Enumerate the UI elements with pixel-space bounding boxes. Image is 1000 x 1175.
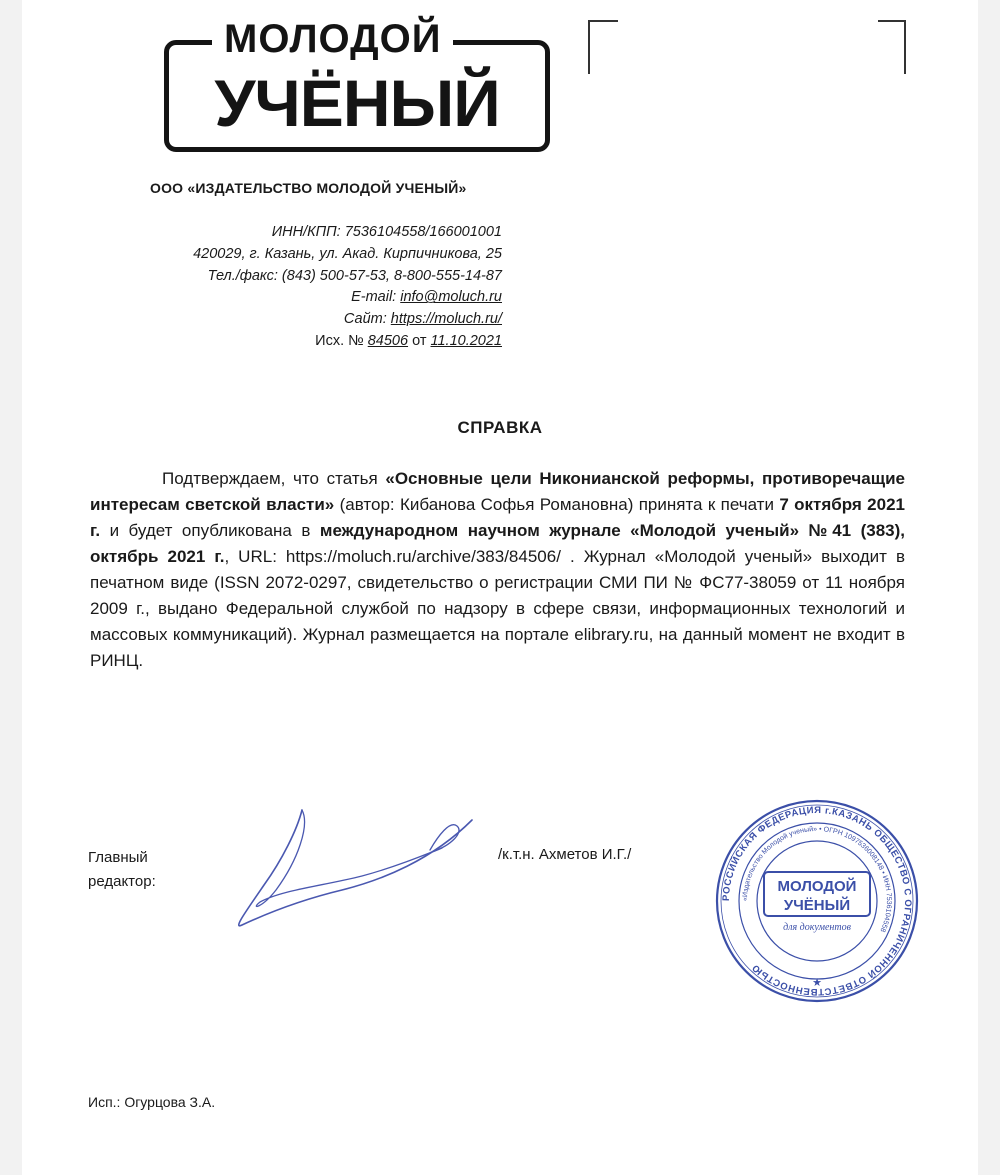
registration-corner-left bbox=[588, 20, 618, 74]
executor: Исп.: Огурцова З.А. bbox=[88, 1094, 216, 1110]
outgoing-number: 84506 bbox=[367, 332, 409, 349]
signer-name: /к.т.н. Ахметов И.Г./ bbox=[498, 846, 632, 863]
site-line bbox=[142, 309, 502, 331]
email-link[interactable]: info@moluch.ru bbox=[400, 289, 502, 306]
outgoing-from: от bbox=[412, 332, 427, 349]
seal-center-line3: для документов bbox=[783, 922, 851, 933]
signer-position-line1: Главный bbox=[88, 849, 148, 866]
seal-outer-text: РОССИЙСКАЯ ФЕДЕРАЦИЯ г.КАЗАНЬ ОБЩЕСТВО С ОГРАНИЧЕННОЙ ОТВЕТСТВЕННОСТЬЮ bbox=[720, 804, 914, 998]
document-body bbox=[90, 466, 905, 674]
registration-corner-right bbox=[878, 20, 906, 74]
journal-issue: международном научном журнале «Молодой ученый» №41 (383), октябрь 2021 г. bbox=[90, 521, 905, 566]
company-seal bbox=[712, 796, 922, 1006]
email-line bbox=[142, 287, 502, 309]
article-title: «Основные цели Никонианской реформы, противоречащие интересам светской власти» bbox=[90, 469, 906, 514]
inn-kpp: ИНН/КПП: 7536104558/166001001 bbox=[271, 224, 502, 240]
document-title: СПРАВКА bbox=[457, 418, 543, 437]
email-label: E-mail: bbox=[351, 289, 397, 306]
seal-center-line2: УЧЁНЫЙ bbox=[783, 897, 851, 914]
handwritten-signature bbox=[202, 790, 502, 940]
document-sheet bbox=[22, 0, 978, 1175]
logo-line-top: МОЛОДОЙ bbox=[212, 16, 453, 62]
body-text-4: , URL: https://moluch.ru/archive/383/84506/ . Журнал «Молодой ученый» выходит в печатном виде (ISSN 2072-0297, свидетельство о регистрации СМИ ПИ № ФС77-38059 от 11 ноября 2009 г., выдано Федеральной службой по надзору в сфере связи, информационных технологий и массовых коммуникаций). Журнал размещается на портале elibrary.ru, на данный момент не входит в РИНЦ. bbox=[90, 547, 905, 670]
signer-position bbox=[88, 846, 156, 894]
site-link[interactable]: https://moluch.ru/ bbox=[390, 311, 502, 328]
organization-name: ООО «ИЗДАТЕЛЬСТВО МОЛОДОЙ УЧЕНЫЙ» bbox=[150, 180, 467, 196]
acceptance-date: 7 октября 2021 г. bbox=[90, 495, 906, 540]
phone: Тел./факс: (843) 500-57-53, 8-800-555-14-87 bbox=[207, 267, 502, 284]
seal-inner-text: «Издательство Молодой ученый» • ОГРН 1097536008148 • ИНН 7536104558 bbox=[741, 825, 893, 933]
signer-position-line2: редактор: bbox=[88, 873, 156, 890]
site-label: Сайт: bbox=[343, 311, 387, 328]
seal-center-line1: МОЛОДОЙ bbox=[777, 878, 857, 895]
organization-requisites bbox=[142, 222, 502, 353]
outgoing-date: 11.10.2021 bbox=[430, 332, 502, 349]
outgoing-label: Исх. № bbox=[315, 332, 364, 349]
body-text-2: (автор: Кибанова Софья Романовна) принята к печати bbox=[334, 495, 780, 514]
body-paragraph bbox=[90, 466, 905, 674]
seal-star-icon: ★ bbox=[812, 976, 822, 989]
body-text-1: Подтверждаем, что статья bbox=[162, 469, 386, 488]
logo-line-bottom: УЧЁНЫЙ bbox=[214, 66, 500, 140]
outgoing-line bbox=[142, 331, 502, 353]
publisher-logo bbox=[142, 10, 562, 150]
body-text-3: и будет опубликована в bbox=[100, 521, 320, 540]
address: 420029, г. Казань, ул. Акад. Кирпичникова, 25 bbox=[193, 245, 502, 262]
